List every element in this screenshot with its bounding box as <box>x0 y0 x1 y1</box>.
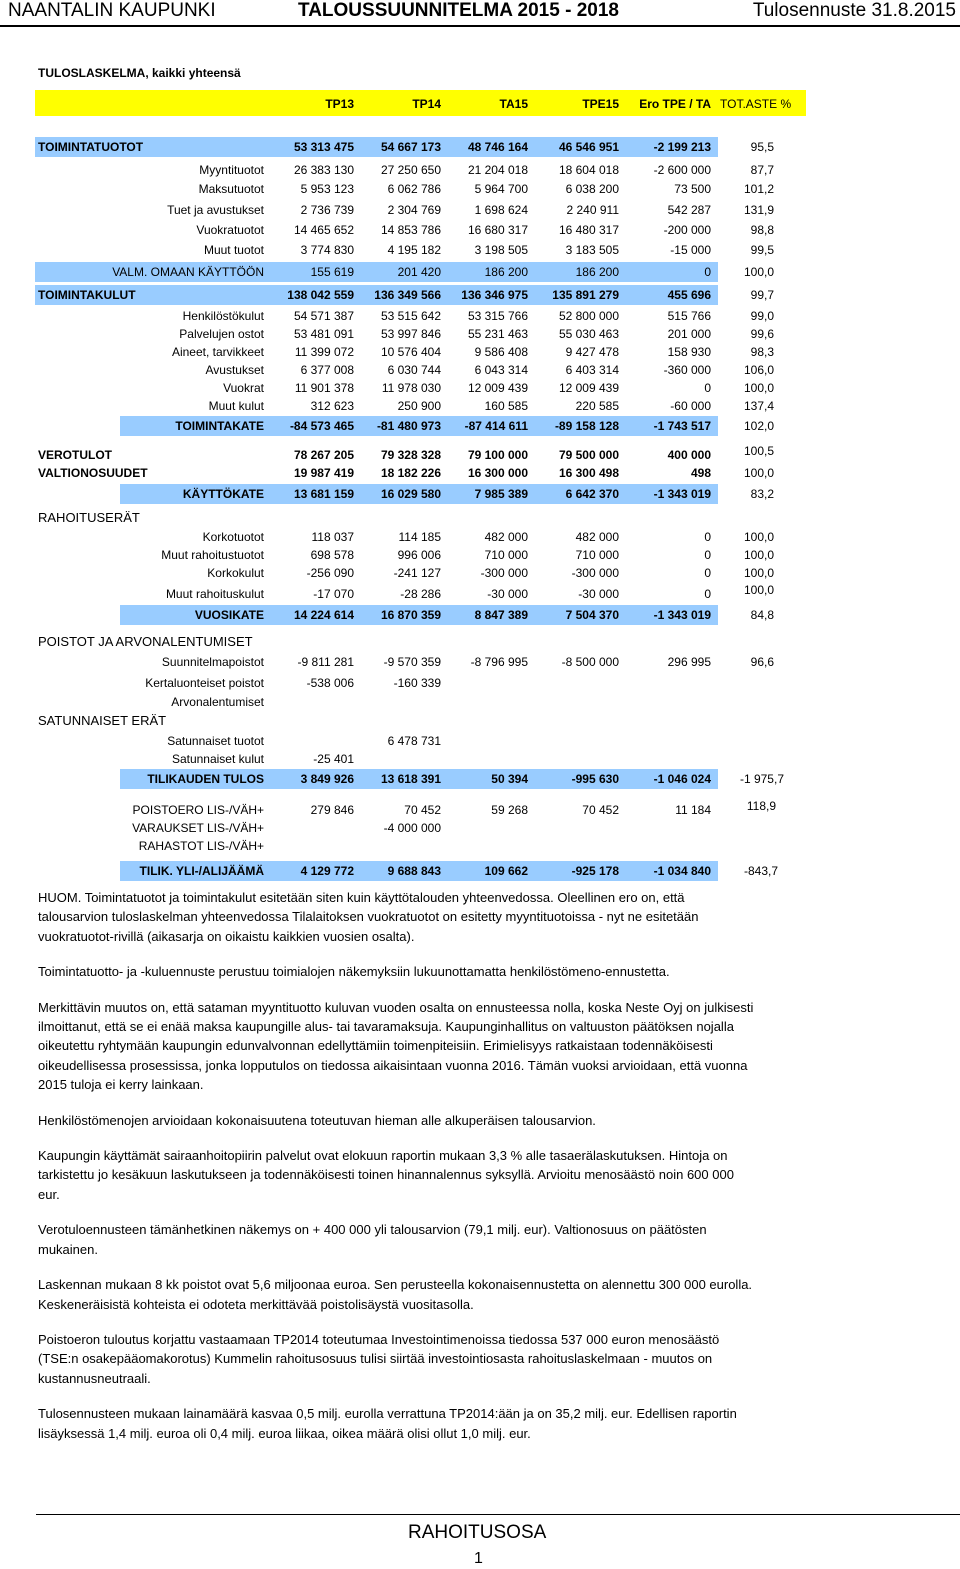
cell-tp14: 136 349 566 <box>374 288 441 302</box>
row-label: Kertaluonteiset poistot <box>145 676 264 690</box>
cell-tp14: 18 182 226 <box>380 466 441 480</box>
cell-ta15: 186 200 <box>484 265 528 279</box>
cell-tpe15: 6 642 370 <box>565 487 619 501</box>
cell-tpe15: -30 000 <box>578 587 619 601</box>
table-row <box>0 343 960 361</box>
cell-tot-aste: 106,0 <box>743 363 774 377</box>
cell-ero: 0 <box>704 265 711 279</box>
forecast-date: Tulosennuste 31.8.2015 <box>752 0 956 21</box>
cell-tot-aste: 95,5 <box>750 140 774 154</box>
cell-tp13: 14 224 614 <box>293 608 354 622</box>
row-label: Korkotuotot <box>202 530 264 544</box>
cell-tot-aste: 87,7 <box>750 163 774 177</box>
cell-tp14: 53 997 846 <box>380 327 441 341</box>
cell-tot-aste: -843,7 <box>743 864 778 878</box>
row-label: TOIMINTAKATE <box>175 419 264 433</box>
cell-tpe15: 6 038 200 <box>565 182 619 196</box>
cell-ta15: 16 300 000 <box>467 466 528 480</box>
cell-ta15: 7 985 389 <box>474 487 528 501</box>
cell-ta15: 55 231 463 <box>467 327 528 341</box>
row-label: Henkilöstökulut <box>182 309 264 323</box>
cell-ero: 542 287 <box>667 203 711 217</box>
document-title: TALOUSSUUNNITELMA 2015 - 2018 <box>298 0 619 21</box>
table-row <box>0 361 960 379</box>
row-label: Muut tuotot <box>203 243 264 257</box>
cell-tp13: 4 129 772 <box>300 864 354 878</box>
cell-ero: -60 000 <box>670 399 711 413</box>
cell-tp13: 3 849 926 <box>300 772 354 786</box>
cell-tp13: 53 313 475 <box>293 140 354 154</box>
row-label: POISTOERO LIS-/VÄH+ <box>132 803 264 817</box>
col-header-tp14: TP14 <box>412 97 441 111</box>
cell-tp13: 118 037 <box>311 530 354 544</box>
cell-tpe15: 79 500 000 <box>558 448 619 462</box>
cell-ta15: 59 268 <box>491 803 528 817</box>
cell-tpe15: 220 585 <box>575 399 619 413</box>
note-paragraph: Henkilöstömenojen arvioidaan kokonaisuutena toteutuvan hieman alle alkuperäisen talousarvion. <box>38 1112 596 1128</box>
cell-tot-aste: 99,0 <box>750 309 774 323</box>
footer-divider <box>36 1514 960 1515</box>
cell-ero: 0 <box>704 381 711 395</box>
row-label: Muut kulut <box>208 399 264 413</box>
cell-ero: 158 930 <box>667 345 711 359</box>
cell-tp13: 26 383 130 <box>293 163 354 177</box>
cell-tp13: -25 401 <box>313 752 354 766</box>
table-row <box>0 606 960 624</box>
table-row <box>0 241 960 259</box>
row-label: VALTIONOSUUDET <box>38 466 148 480</box>
cell-ta15: 1 698 624 <box>474 203 528 217</box>
table-row <box>0 397 960 415</box>
row-label: Satunnaiset kulut <box>171 752 264 766</box>
table-row <box>0 446 960 464</box>
cell-ta15: -87 414 611 <box>464 419 528 433</box>
cell-tpe15: 16 300 498 <box>558 466 619 480</box>
table-row <box>0 732 960 750</box>
cell-tp14: 14 853 786 <box>380 223 441 237</box>
cell-tot-aste: 99,6 <box>750 327 774 341</box>
cell-tpe15: -995 630 <box>571 772 619 786</box>
row-label: Tuet ja avustukset <box>167 203 264 217</box>
col-header-tot-aste: TOT.ASTE % <box>720 97 792 111</box>
cell-tp13: 155 619 <box>310 265 354 279</box>
cell-ta15: 136 346 975 <box>461 288 528 302</box>
cell-tot-aste: 100,0 <box>743 381 774 395</box>
cell-tp14: 201 420 <box>397 265 441 279</box>
cell-tp13: 11 901 378 <box>294 381 354 395</box>
cell-tp13: 3 774 830 <box>300 243 354 257</box>
row-label: VUOSIKATE <box>194 608 264 622</box>
table-row <box>0 417 960 435</box>
row-label: Vuokratuotot <box>196 223 264 237</box>
cell-ero: -200 000 <box>663 223 711 237</box>
cell-tp13: 5 953 123 <box>300 182 354 196</box>
cell-ero: 296 995 <box>667 655 711 669</box>
cell-tot-aste: 100,0 <box>743 530 774 544</box>
cell-ero: -2 600 000 <box>653 163 711 177</box>
cell-ta15: 710 000 <box>484 548 528 562</box>
row-label: Muut rahoitustuotot <box>161 548 264 562</box>
cell-tot-aste: 98,3 <box>750 345 774 359</box>
cell-tpe15: 70 452 <box>582 803 619 817</box>
row-label: Myyntituotot <box>199 163 264 177</box>
cell-tpe15: 7 504 370 <box>565 608 619 622</box>
cell-tp13: 698 578 <box>310 548 354 562</box>
cell-tp13: 6 377 008 <box>300 363 354 377</box>
note-paragraph: Verotuloennusteen tämänhetkinen näkemys on + 400 000 yli talousarvion (79,1 milj. eur). Valtionosuus on päätösten mukainen. <box>38 1222 707 1257</box>
cell-ta15: 6 043 314 <box>474 363 528 377</box>
cell-tp13: -17 070 <box>313 587 354 601</box>
row-label: TILIK. YLI-/ALIJÄÄMÄ <box>139 864 264 878</box>
cell-ero: -1 034 840 <box>653 864 711 878</box>
cell-tp14: 6 478 731 <box>387 734 441 748</box>
cell-tot-aste: 131,9 <box>743 203 774 217</box>
row-label: Palvelujen ostot <box>179 327 264 341</box>
cell-tp14: 53 515 642 <box>380 309 441 323</box>
cell-ta15: 109 662 <box>484 864 528 878</box>
table-row <box>0 564 960 582</box>
cell-tp13: 279 846 <box>310 803 354 817</box>
table-row <box>0 379 960 397</box>
cell-tot-aste: 84,8 <box>750 608 774 622</box>
cell-ero: -1 343 019 <box>653 608 711 622</box>
cell-ta15: -30 000 <box>487 587 528 601</box>
cell-ero: 498 <box>690 466 711 480</box>
cell-ero: 11 184 <box>675 803 711 817</box>
row-label: RAHASTOT LIS-/VÄH+ <box>138 839 264 853</box>
row-label: Maksutuotot <box>198 182 264 196</box>
row-label: Aineet, tarvikkeet <box>171 345 264 359</box>
section-poistot: POISTOT JA ARVONALENTUMISET <box>38 634 253 649</box>
row-label: Korkokulut <box>207 566 264 580</box>
table-row <box>0 201 960 219</box>
cell-tp14: 6 030 744 <box>387 363 441 377</box>
cell-tot-aste: 99,5 <box>750 243 774 257</box>
cell-ero: -2 199 213 <box>653 140 711 154</box>
cell-tp14: -81 480 973 <box>376 419 441 433</box>
cell-tp13: 312 623 <box>310 399 354 413</box>
cell-tp14: 4 195 182 <box>387 243 441 257</box>
cell-tp13: 14 465 652 <box>293 223 354 237</box>
cell-tot-aste: 100,0 <box>743 583 774 597</box>
cell-tp14: 70 452 <box>404 803 441 817</box>
cell-tpe15: 52 800 000 <box>558 309 619 323</box>
cell-ta15: -8 796 995 <box>470 655 528 669</box>
table-row <box>0 862 960 880</box>
table-subtitle: TULOSLASKELMA, kaikki yhteensä <box>38 66 241 80</box>
table-row <box>0 263 960 281</box>
cell-tp14: -4 000 000 <box>383 821 441 835</box>
cell-ta15: 12 009 439 <box>467 381 528 395</box>
cell-tp13: -256 090 <box>306 566 354 580</box>
cell-tp14: 16 870 359 <box>380 608 441 622</box>
cell-ta15: 8 847 389 <box>474 608 528 622</box>
cell-ero: 0 <box>704 548 711 562</box>
cell-tp14: 10 576 404 <box>380 345 441 359</box>
table-row <box>0 674 960 692</box>
cell-tpe15: 55 030 463 <box>558 327 619 341</box>
cell-tot-aste: 101,2 <box>743 182 774 196</box>
cell-tot-aste: 102,0 <box>743 419 774 433</box>
cell-tp14: 9 688 843 <box>387 864 441 878</box>
cell-tp13: 53 481 091 <box>293 327 354 341</box>
row-label: VARAUKSET LIS-/VÄH+ <box>132 821 264 835</box>
cell-ero: -15 000 <box>670 243 711 257</box>
cell-tp13: 2 736 739 <box>300 203 354 217</box>
cell-ta15: 48 746 164 <box>467 140 528 154</box>
cell-tpe15: 9 427 478 <box>565 345 619 359</box>
cell-tp13: -538 006 <box>306 676 354 690</box>
table-row <box>0 138 960 156</box>
cell-ta15: 5 964 700 <box>474 182 528 196</box>
cell-tpe15: 135 891 279 <box>552 288 619 302</box>
cell-ero: 400 000 <box>667 448 711 462</box>
row-label: TOIMINTATUOTOT <box>38 140 144 154</box>
cell-tp14: 13 618 391 <box>380 772 441 786</box>
cell-tot-aste: -1 975,7 <box>739 772 784 786</box>
cell-ta15: 3 198 505 <box>474 243 528 257</box>
cell-tp14: 114 185 <box>398 530 441 544</box>
cell-tp13: -84 573 465 <box>289 419 354 433</box>
cell-ero: 455 696 <box>667 288 711 302</box>
cell-tp14: -28 286 <box>400 587 441 601</box>
cell-tp13: 13 681 159 <box>293 487 354 501</box>
cell-ta15: 9 586 408 <box>474 345 528 359</box>
cell-tot-aste: 118,9 <box>746 799 776 813</box>
cell-tpe15: 3 183 505 <box>565 243 619 257</box>
cell-ero: 0 <box>704 566 711 580</box>
cell-tot-aste: 100,0 <box>743 466 774 480</box>
cell-tp14: 6 062 786 <box>387 182 441 196</box>
row-label: Suunnitelmapoistot <box>161 655 264 669</box>
row-label: TILIKAUDEN TULOS <box>147 772 264 786</box>
row-label: Satunnaiset tuotot <box>167 734 264 748</box>
cell-tp14: 79 328 328 <box>380 448 441 462</box>
cell-tp14: 250 900 <box>397 399 441 413</box>
cell-tot-aste: 100,0 <box>743 265 774 279</box>
table-row <box>0 770 960 788</box>
cell-tot-aste: 137,4 <box>743 399 774 413</box>
cell-tpe15: 2 240 911 <box>566 203 619 217</box>
cell-tot-aste: 83,2 <box>750 487 774 501</box>
row-label: Muut rahoituskulut <box>165 587 264 601</box>
note-paragraph: Toimintatuotto- ja -kuluennuste perustuu toimialojen näkemyksiin lukuunottamatta henkilöstömeno-ennustetta. <box>38 964 670 980</box>
table-row <box>0 221 960 239</box>
page-number: 1 <box>474 1550 483 1567</box>
cell-tpe15: -89 158 128 <box>554 419 619 433</box>
cell-tp14: -241 127 <box>393 566 441 580</box>
cell-ta15: 16 680 317 <box>467 223 528 237</box>
header-divider <box>0 25 960 27</box>
page-header <box>0 0 960 26</box>
notes-section <box>38 888 758 1459</box>
cell-ero: 515 766 <box>667 309 711 323</box>
note-paragraph: HUOM. Toimintatuotot ja toimintakulut esitetään siten kuin käyttötalouden yhteenvedossa. Oleellinen ero on, että talousarvion tuloslaskelman yhteenvedossa Tilalaitoksen vuokratuotot on esitetty myyntituotoissa - nyt ne esitetään vuokratuotot-rivillä (aikasarja on oikaistu kaikkien vuosien osalta). <box>38 890 699 944</box>
table-row <box>0 801 960 819</box>
section-satunnaiset: SATUNNAISET ERÄT <box>38 713 167 728</box>
row-label: VALM. OMAAN KÄYTTÖÖN <box>112 265 264 279</box>
cell-tpe15: -8 500 000 <box>561 655 619 669</box>
row-label: TOIMINTAKULUT <box>38 288 136 302</box>
cell-tpe15: 16 480 317 <box>558 223 619 237</box>
cell-tpe15: 186 200 <box>575 265 619 279</box>
cell-tpe15: 18 604 018 <box>558 163 619 177</box>
note-paragraph: Poistoeron tuloutus korjattu vastaamaan TP2014 toteutumaa Investointimenoissa tiedossa 537 000 euron menosäästö (TSE:n osakepääomakorotus) Kummelin rahoitusosuus tulisi siirtää investointiosasta rahoituslaskelmaan - muutos on kustannusneutraali. <box>38 1331 720 1386</box>
org-name: NAANTALIN KAUPUNKI <box>8 0 216 21</box>
cell-tpe15: 12 009 439 <box>558 381 619 395</box>
note-paragraph: Merkittävin muutos on, että sataman myyntituotto kuluvan vuoden osalta on ennusteessa nolla, koska Neste Oyj on julkisesti ilmoittanut, että se ei enää maksa kaupungille alus- tai tavaramaksuja. Kaupunginhallitus on valtuuston päätöksen nojalla oikeutettu ryhtymään kaupungin edunvalvonnan edellyttämiin toimenpiteisiin. Erimielisyys ratkaistaan todennäköisesti oikeudellisessa prosessissa, jonka lopputulos on tiedossa aikaisintaan vuonna 2016. Tämän vuoksi arvioidaan, että vuonna 2015 tuloja ei kerry lainkaan. <box>38 999 754 1093</box>
table-row <box>0 837 960 855</box>
col-header-ero: Ero TPE / TA <box>639 97 711 111</box>
row-label: Avustukset <box>205 363 264 377</box>
cell-tp14: 16 029 580 <box>380 487 441 501</box>
cell-ta15: 50 394 <box>491 772 528 786</box>
cell-tot-aste: 98,8 <box>750 223 774 237</box>
table-row <box>0 528 960 546</box>
table-row <box>0 161 960 179</box>
cell-tp14: -160 339 <box>393 676 441 690</box>
cell-ta15: 482 000 <box>484 530 528 544</box>
cell-ero: 0 <box>704 587 711 601</box>
cell-tot-aste: 96,6 <box>750 655 774 669</box>
cell-ta15: 79 100 000 <box>467 448 528 462</box>
cell-ta15: 53 315 766 <box>467 309 528 323</box>
cell-tp14: 2 304 769 <box>387 203 441 217</box>
note-paragraph: Tulosennusteen mukaan lainamäärä kasvaa 0,5 milj. eurolla verrattuna TP2014:ään ja on 35,2 milj. eur. Edellisen raportin lisäyksessä 1,4 milj. euroa oli 0,4 milj. euroa liikaa, oikea määrä olisi ollut 1,0 milj. eur. <box>38 1406 737 1441</box>
cell-tp13: 78 267 205 <box>293 448 354 462</box>
cell-tot-aste: 100,0 <box>743 566 774 580</box>
cell-ero: 201 000 <box>667 327 711 341</box>
table-row <box>0 585 960 603</box>
cell-ero: 73 500 <box>674 182 711 196</box>
cell-tp14: 54 667 173 <box>380 140 441 154</box>
col-header-tpe15: TPE15 <box>582 97 619 111</box>
table-row <box>0 819 960 837</box>
table-row <box>0 750 960 768</box>
row-label: VEROTULOT <box>38 448 112 462</box>
table-row <box>0 485 960 503</box>
cell-tp13: 11 399 072 <box>294 345 354 359</box>
table-row <box>0 325 960 343</box>
table-row <box>0 693 960 711</box>
cell-tpe15: 46 546 951 <box>558 140 619 154</box>
cell-tpe15: 710 000 <box>575 548 619 562</box>
note-paragraph: Kaupungin käyttämät sairaanhoitopiirin palvelut ovat elokuun raportin mukaan 3,3 % alle tasaerälaskutuksen. Hintoja on tarkistettu jo kesäkuun laskutukseen ja todennäköisesti toinen hinannalennus syksyllä. Arvioitu menosäästö noin 600 000 eur. <box>38 1148 734 1202</box>
cell-ta15: -300 000 <box>480 566 528 580</box>
cell-ta15: 21 204 018 <box>467 163 528 177</box>
footer-section-title: RAHOITUSOSA <box>408 1522 547 1543</box>
cell-tp13: 138 042 559 <box>287 288 354 302</box>
cell-tpe15: -925 178 <box>571 864 619 878</box>
cell-ero: -1 343 019 <box>653 487 711 501</box>
cell-tp14: 11 978 030 <box>381 381 441 395</box>
cell-tp14: 996 006 <box>397 548 441 562</box>
table-row <box>0 546 960 564</box>
table-row <box>0 180 960 198</box>
cell-tot-aste: 100,5 <box>743 444 774 458</box>
cell-tp13: 19 987 419 <box>293 466 354 480</box>
table-row <box>0 307 960 325</box>
cell-ero: -360 000 <box>663 363 711 377</box>
cell-tot-aste: 99,7 <box>750 288 774 302</box>
cell-tpe15: 6 403 314 <box>565 363 619 377</box>
cell-tp14: -9 570 359 <box>383 655 441 669</box>
cell-tpe15: 482 000 <box>575 530 619 544</box>
cell-tot-aste: 100,0 <box>743 548 774 562</box>
cell-tp14: 27 250 650 <box>380 163 441 177</box>
row-label: KÄYTTÖKATE <box>182 487 264 501</box>
cell-ero: -1 743 517 <box>653 419 711 433</box>
cell-ero: -1 046 024 <box>653 772 711 786</box>
section-rahoituserat: RAHOITUSERÄT <box>38 510 140 525</box>
table-row <box>0 464 960 482</box>
note-paragraph: Laskennan mukaan 8 kk poistot ovat 5,6 miljoonaa euroa. Sen perusteella kokonaisennustetta on alennettu 300 000 eurolla. Keskeneräisistä kohteista ei odoteta merkittävää poistolisäystä vuositasolla. <box>38 1277 753 1312</box>
row-label: Vuokrat <box>223 381 264 395</box>
col-header-ta15: TA15 <box>499 97 528 111</box>
col-header-tp13: TP13 <box>325 97 354 111</box>
cell-tp13: 54 571 387 <box>293 309 354 323</box>
row-label: Arvonalentumiset <box>171 695 264 709</box>
cell-tpe15: -300 000 <box>571 566 619 580</box>
cell-ero: 0 <box>704 530 711 544</box>
cell-tp13: -9 811 281 <box>297 655 354 669</box>
cell-ta15: 160 585 <box>484 399 528 413</box>
table-row <box>0 653 960 671</box>
table-row <box>0 286 960 304</box>
